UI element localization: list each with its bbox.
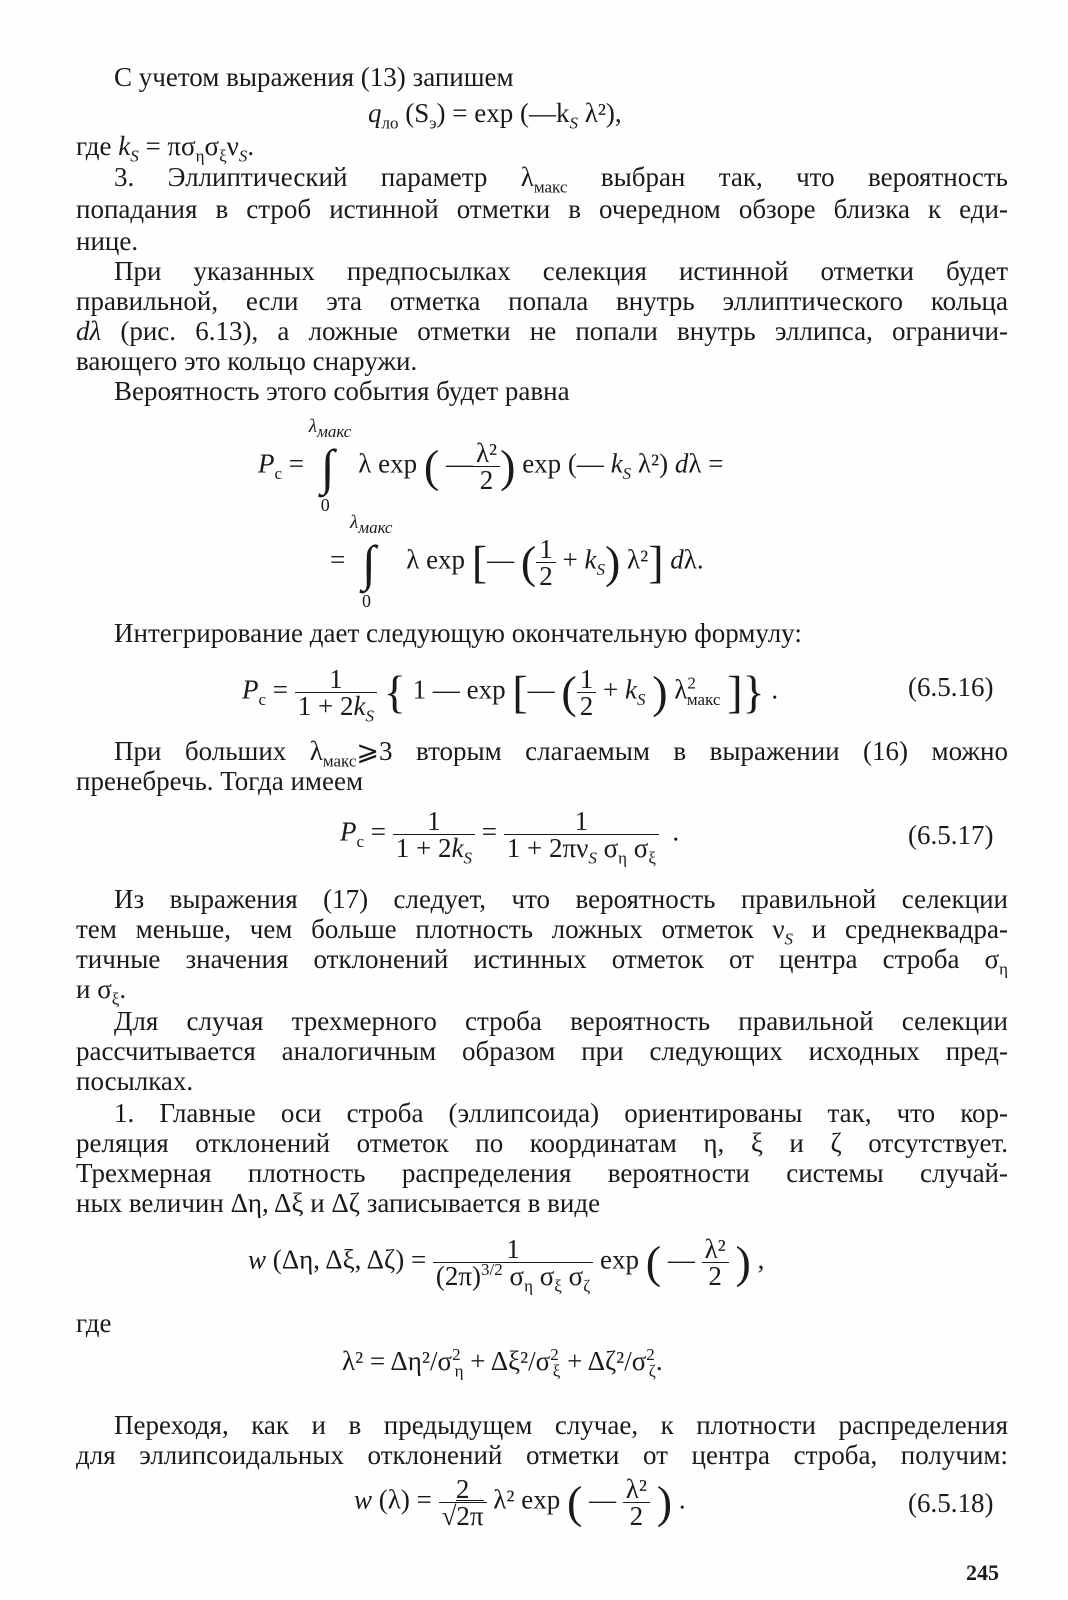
eq-text: = πσ bbox=[138, 131, 196, 161]
text-line: где bbox=[76, 1308, 112, 1338]
limit-lower: 0 bbox=[361, 590, 371, 611]
limit-sub: макс bbox=[358, 517, 393, 537]
eq-text: (S bbox=[398, 98, 430, 128]
text-line: и $\sigma_\xi$. bbox=[76, 974, 127, 1009]
text-line: правильной, если эта отметка попала внутрь эллиптического кольца bbox=[76, 286, 1008, 316]
equation-pc-integral: $P_с$ = $\lambda_{макс}$ ∫ 0 λ exp ( — $\frac{\text{λ²}}{2}$ ) exp (— $k_S$ λ²) dλ = bbox=[258, 440, 723, 493]
text-line: Для случая трехмерного строба вероятность правильной селекции bbox=[114, 1006, 1008, 1036]
eq-text: ) = exp (—k bbox=[436, 98, 570, 128]
limit-upper: λ bbox=[308, 415, 318, 437]
text-fragment: выбран так, что вероятность bbox=[567, 162, 1008, 192]
text-line: реляция отклонений отметок по координатам η, ξ и ζ отсутствует. bbox=[76, 1128, 1008, 1158]
text-line: тичные значения отклонений истинных отметок от центра строба $\sigma_\eta$ bbox=[76, 944, 1008, 979]
eq-subscript: ло bbox=[381, 113, 399, 133]
text-line: dλ (рис. 6.13), а ложные отметки не попали внутрь эллипса, ограничи- bbox=[76, 316, 1008, 346]
limit-sub: макс bbox=[317, 421, 352, 441]
text-line: Переходя, как и в предыдущем случае, к плотности распределения bbox=[114, 1410, 1008, 1440]
eq-symbol: P bbox=[258, 448, 275, 479]
text-line: рассчитывается аналогичным образом при следующих исходных пред- bbox=[76, 1036, 1008, 1066]
eq-text: λ²), bbox=[578, 98, 622, 128]
equation-lambda-def: λ² = Δη²/$\sigma^2_\eta + \Delta\xi^2/\sigma^2_\xi + \Delta\zeta^2/\sigma^2_\zeta$. bbox=[342, 1345, 663, 1381]
equation-number: (6.5.17) bbox=[908, 820, 994, 850]
text-line: где $k_S = \pi\sigma_\eta\sigma_\xi\nu_S$. bbox=[76, 131, 255, 166]
equation-number: (6.5.18) bbox=[908, 1488, 994, 1518]
eq-text: ν bbox=[226, 131, 239, 161]
text-line: посылках. bbox=[76, 1066, 194, 1096]
text-fragment: При больших λ bbox=[114, 736, 323, 766]
equation-w-3d: w (Δη, Δξ, Δζ) = $\frac{1}{(2\pi)^{3/2} \sigma_\eta \sigma_\xi \sigma_\zeta}$ exp ( — $\frac{\text{λ²}}{2}$ ) , bbox=[248, 1234, 765, 1296]
text-line: для эллипсоидальных отклонений отметки от центра строба, получим: bbox=[76, 1440, 1008, 1470]
text-line bbox=[114, 736, 1008, 771]
text-line: Из выражения (17) следует, что вероятность правильной селекции bbox=[114, 884, 1008, 914]
text-line: ных величин Δη, Δξ и Δζ записывается в виде bbox=[76, 1188, 601, 1218]
limit-upper: λ bbox=[349, 511, 359, 533]
equation-number: (6.5.16) bbox=[908, 672, 994, 702]
text-line: Вероятность этого события будет равна bbox=[114, 376, 570, 406]
text-fragment: и σ bbox=[76, 974, 112, 1004]
text-fragment: где bbox=[76, 131, 119, 161]
equation-6-5-17: $P_с$ = $\frac{1}{1 + 2k_S}$ = $\frac{1}{1 + 2\pi\nu_S \sigma_\eta \sigma_\xi}$ . bbox=[340, 806, 680, 868]
eq-subscript: э bbox=[429, 113, 437, 133]
text-fragment: ⩾3 вторым слагаемым в выражении (16) можно bbox=[356, 736, 1008, 766]
page-number: 245 bbox=[966, 1560, 999, 1585]
text-fragment: (рис. 6.13), а ложные отметки не попали внутрь эллипса, ограничи- bbox=[101, 316, 1008, 346]
text-fragment: 3. Эллиптический параметр λ bbox=[114, 162, 534, 192]
text-line: тем меньше, чем больше плотность ложных отметок $\nu_S$ и среднеквадра- bbox=[76, 914, 1008, 949]
integral-sign: $\lambda_{макс}$ ∫ 0 bbox=[352, 538, 386, 588]
eq-text: σ bbox=[204, 131, 220, 161]
text-line: При указанных предпосылках селекция истинной отметки будет bbox=[114, 256, 1008, 286]
eq-symbol: k bbox=[118, 131, 131, 161]
equation-6-5-16: $P_с$ = $\frac{1}{1 + 2k_S}$ { 1 — exp [— ( $\frac{1}{2}$ + $k_S$ ) $\lambda^2_{макс}$ ]} . bbox=[242, 664, 779, 726]
text-line bbox=[114, 162, 1008, 197]
text-line: нице. bbox=[76, 226, 139, 256]
integral-sign: $\lambda_{макс}$ ∫ 0 bbox=[311, 442, 345, 492]
text-line: 1. Главные оси строба (эллипсоида) ориентированы так, что кор- bbox=[114, 1098, 1008, 1128]
equation-6-5-18: w (λ) = $\frac{2}{√2\pi}$ λ² exp ( — $\frac{\text{λ²}}{2}$ ) . bbox=[354, 1474, 686, 1531]
text-subscript: макс bbox=[533, 177, 568, 197]
equation-pc-integral-2: = $\lambda_{макс}$ ∫ 0 λ exp [— ( $\frac{1}{2}$ + $k_S$) λ²] dλ. bbox=[330, 536, 704, 589]
text-fragment: тичные значения отклонений истинных отметок от центра строба σ bbox=[76, 944, 1000, 974]
text-line: вающего это кольцо снаружи. bbox=[76, 346, 418, 376]
eq-symbol: q bbox=[368, 98, 382, 128]
text-subscript: макс bbox=[322, 751, 357, 771]
text-line: пренебречь. Тогда имеем bbox=[76, 766, 364, 796]
equation-qlo: $q_{ло}$ $(S_э) = \exp$ ($—k_S$ λ²), bbox=[368, 98, 622, 133]
text-line: С учетом выражения (13) запишем bbox=[114, 62, 514, 92]
text-line: Трехмерная плотность распределения вероятности системы случай- bbox=[76, 1158, 1008, 1188]
limit-lower: 0 bbox=[320, 494, 330, 515]
eq-subscript: с bbox=[274, 464, 283, 484]
text-fragment: и среднеквадра- bbox=[793, 914, 1008, 944]
text-line: попадания в строб истинной отметки в очередном обзоре близка к еди- bbox=[76, 194, 1008, 224]
text-line: Интегрирование дает следующую окончательную формулу: bbox=[114, 618, 802, 648]
text-fragment: тем меньше, чем больше плотность ложных отметок ν bbox=[76, 914, 785, 944]
